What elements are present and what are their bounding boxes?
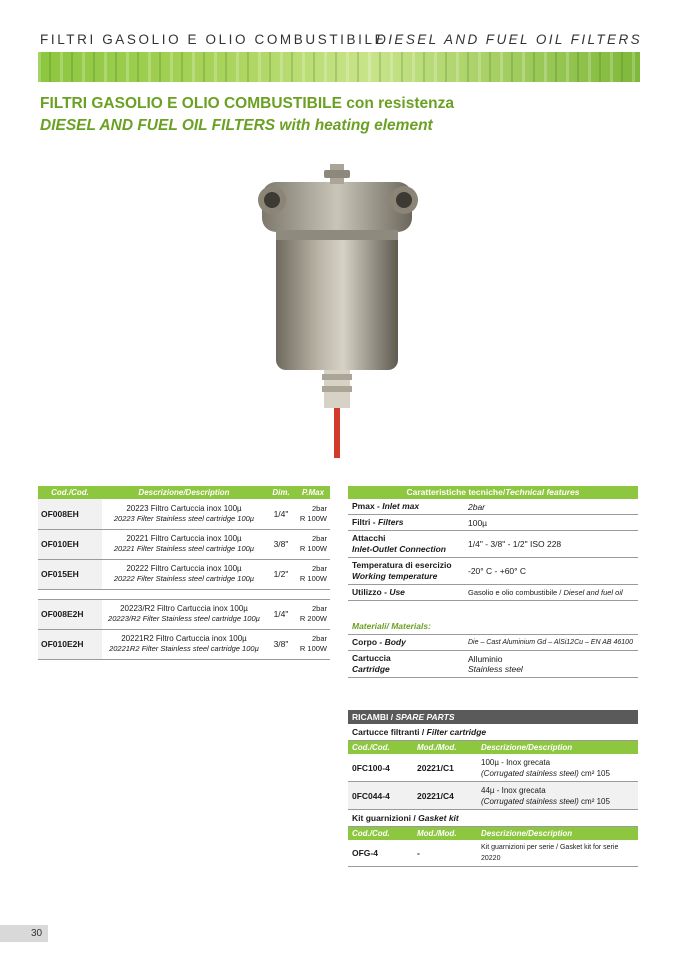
spare-columns: Cod./Cod. Mod./Mod. Descrizione/Description: [348, 741, 638, 754]
spare-row: OFG-4 - Kit guarnizioni per serie / Gasket kit for serie 20220: [348, 840, 638, 867]
spare-row: 0FC100-4 20221/C1 100µ - Inox grecata (Corrugated stainless steel) cm² 105: [348, 754, 638, 782]
gasket-columns: Cod./Cod. Mod./Mod. Descrizione/Description: [348, 827, 638, 840]
headline-it: FILTRI GASOLIO E OLIO COMBUSTIBILE con resistenza: [40, 95, 454, 112]
table-row: OF010E2H 20221R2 Filtro Cartuccia inox 100µ 20221R2 Filter Stainless steel cartridge 100µ 3/8" 2bar R 100W: [38, 629, 330, 659]
header-green-banner: [38, 52, 640, 82]
header-title-en: DIESEL AND FUEL OIL FILTERS: [376, 32, 642, 47]
col-code: Cod./Cod.: [38, 486, 102, 499]
spare-row: 0FC044-4 20221/C4 44µ - Inox grecata (Corrugated stainless steel) cm² 105: [348, 782, 638, 810]
technical-features: [348, 486, 638, 678]
spare-parts: [348, 710, 638, 867]
materials-title: Materiali/ Materials:: [348, 617, 638, 635]
material-row: Corpo - Body Die – Cast Aluminium Gd – AlSi12Cu – EN AB 46100: [348, 635, 638, 651]
col-description: Descrizione/Description: [102, 486, 266, 499]
table-row: OF010EH 20221 Filtro Cartuccia inox 100µ 20221 Filter Stainless steel cartridge 100µ 3/8" 2bar R 100W: [38, 529, 330, 559]
col-pmax: P.Max: [296, 486, 330, 499]
gasket-subtitle: Kit guarnizioni / Gasket kit: [348, 810, 638, 827]
table-row: OF015EH 20222 Filtro Cartuccia inox 100µ 20222 Filter Stainless steel cartridge 100µ 1/2" 2bar R 100W: [38, 559, 330, 589]
tech-row: Pmax - Inlet max 2bar: [348, 499, 638, 515]
table-spacer: [38, 589, 330, 599]
tech-row: Filtri - Filters 100µ: [348, 515, 638, 531]
header-title-it: FILTRI GASOLIO E OLIO COMBUSTIBILE: [40, 32, 387, 47]
headline-en: DIESEL AND FUEL OIL FILTERS with heating element: [40, 117, 433, 134]
tech-row: Attacchi Inlet-Outlet Connection 1/4" - 3/8" - 1/2" ISO 228: [348, 531, 638, 558]
product-table: [38, 486, 330, 660]
table-row: OF008EH 20223 Filtro Cartuccia inox 100µ 20223 Filter Stainless steel cartridge 100µ 1/4" 2bar R 100W: [38, 499, 330, 529]
material-row: Cartuccia Cartridge Alluminio Stainless steel: [348, 651, 638, 678]
page-header: [0, 0, 678, 80]
filter-product-image: [232, 160, 442, 460]
spare-header: RICAMBI / SPARE PARTS: [348, 710, 638, 724]
table-row: OF008E2H 20223/R2 Filtro Cartuccia inox 100µ 20223/R2 Filter Stainless steel cartridge 100µ 1/4" 2bar R 200W: [38, 599, 330, 629]
tech-header: Caratteristiche tecniche/Technical features: [348, 486, 638, 499]
cartridge-subtitle: Cartucce filtranti / Filter cartridge: [348, 724, 638, 741]
page-number: 30: [0, 925, 48, 942]
tech-row: Utilizzo - Use Gasolio e olio combustibile / Diesel and fuel oil: [348, 585, 638, 601]
col-dim: Dim.: [266, 486, 296, 499]
tech-row: Temperatura di esercizio Working temperature -20° C - +60° C: [348, 558, 638, 585]
